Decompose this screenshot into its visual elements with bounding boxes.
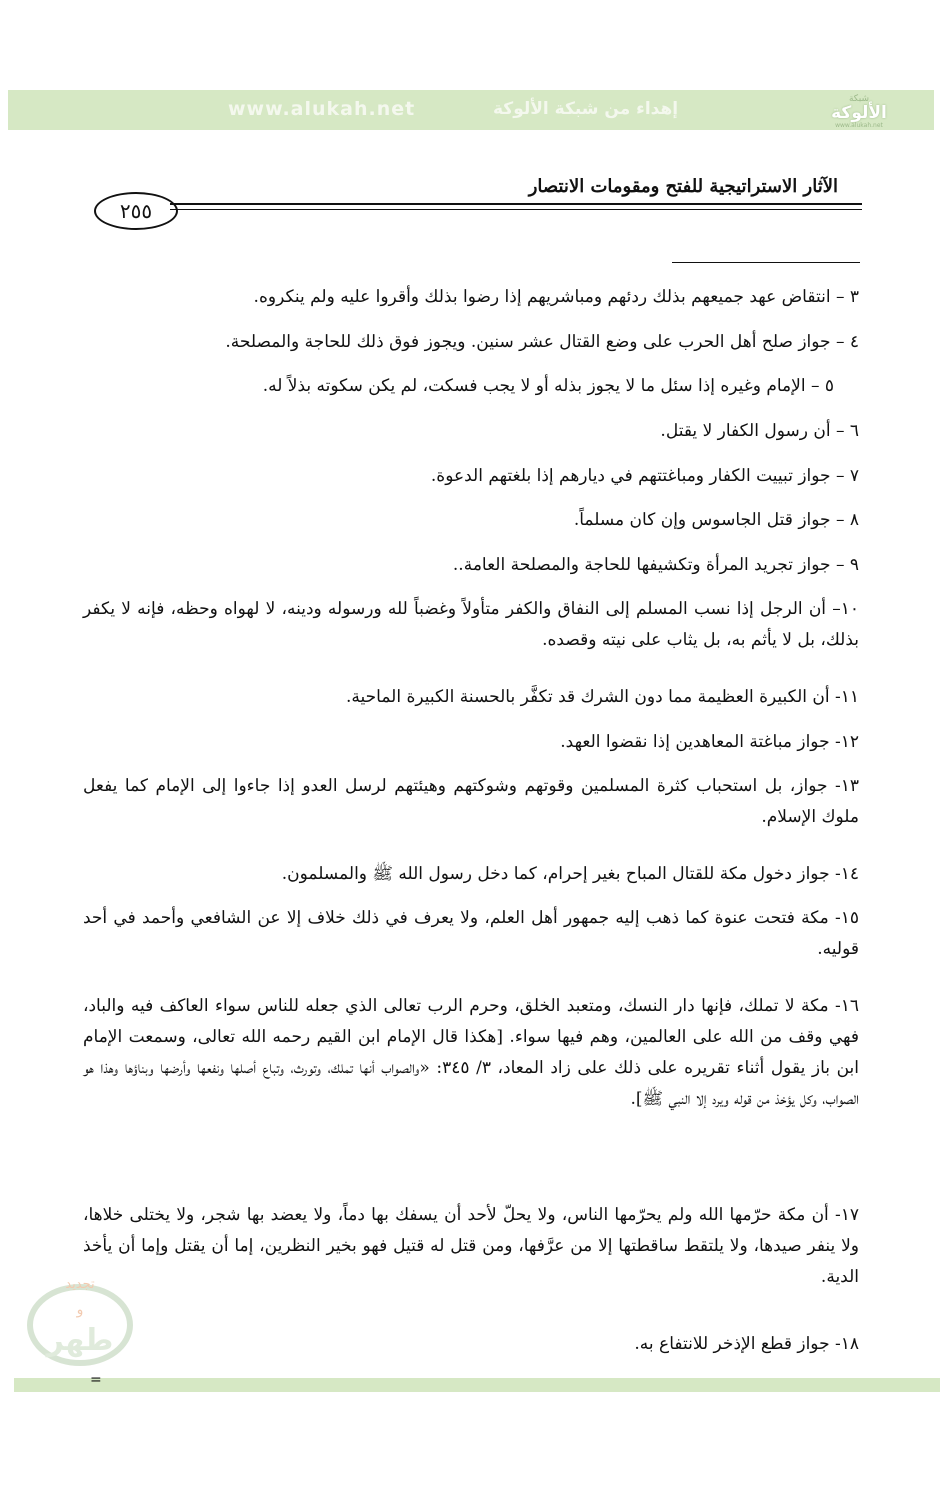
list-item: ٣ – انتقاض عهد جميعهم بذلك ردئهم ومباشريهم إذا رضوا بذلك وأقروا عليه ولم ينكروه. — [253, 287, 859, 307]
list-item: ١٢- جواز مباغتة المعاهدين إذا نقضوا العهد. — [560, 732, 859, 752]
list-item: ٤ – جواز صلح أهل الحرب على وضع القتال عشر سنين. ويجوز فوق ذلك للحاجة والمصلحة. — [225, 332, 859, 352]
watermark-logo — [20, 1270, 142, 1370]
list-item: ١٣- جواز، بل استحباب كثرة المسلمين وقوتهم وشوكتهم وهيئتهم لرسل العدو إذا جاءوا إلى الإمام كما يفعل ملوك الإسلام. — [83, 776, 859, 827]
list-item: ٦ – أن رسول الكفار لا يقتل. — [660, 421, 859, 441]
list-item: ١٨- جواز قطع الإذخر للانتفاع به. — [634, 1334, 859, 1354]
logo-url-text: www.alukah.net — [835, 122, 883, 129]
logo-small-text: شبكة — [848, 94, 870, 104]
logo-main-text: الألوكة — [831, 103, 887, 123]
list-item: ١٤- جواز دخول مكة للقتال المباح بغير إحرام، كما دخل رسول الله ﷺ والمسلمون. — [281, 864, 859, 884]
list-item: ٩ – جواز تجريد المرأة وتكشيفها للحاجة والمصلحة العامة.. — [452, 555, 859, 575]
list-item: ٧ – جواز تبييت الكفار ومباغتتهم في ديارهم إذا بلغتهم الدعوة. — [430, 466, 859, 486]
watermark-text-3: طهر — [46, 1323, 114, 1358]
running-header-title: الآثار الاستراتيجية للفتح ومقومات الانتصار — [528, 176, 838, 197]
list-item: ٨ – جواز قتل الجاسوس وإن كان مسلماً. — [573, 510, 859, 530]
watermark-text-1: تجديد — [65, 1277, 95, 1292]
list-item: ١٥- مكة فتحت عنوة كما ذهب إليه جمهور أهل العلم، ولا يعرف في ذلك خلاف إلا عن الشافعي وأحمد في أحد قوليه. — [83, 908, 859, 959]
list-item: ٥ – الإمام وغيره إذا سئل ما لا يجوز بذله أو لا يجب فسكت، لم يكن سكوته بذلاً له. — [262, 376, 834, 396]
list-item: ١١- أن الكبيرة العظيمة مما دون الشرك قد تكفَّر بالحسنة الكبيرة الماحية. — [346, 687, 859, 707]
banner-tagline: إهداء من شبكة الألوكة — [493, 99, 679, 119]
list-item: ١٧- أن مكة حرّمها الله ولم يحرّمها الناس، ولا يحلّ لأحد أن يسفك بها دماً، ولا يعضد بها شجر، ولا يختلى خلاها، ولا ينفر صيدها، ولا يلتقط ساقطتها إلا من عرَّفها، ومن قتل له قتيل فهو بخير النظرين، إما أن يقتل وإما أن يأخذ الدية. — [83, 1205, 859, 1287]
banner-url[interactable]: www.alukah.net — [228, 98, 416, 120]
list-item: ١٦- مكة لا تملك، فإنها دار النسك، ومتعبد الخلق، وحرم الرب تعالى الذي جعله للناس سواء العاكف فيه والباد، فهي وقف من الله على العالمين، وهم فيها سواء. [هكذا قال الإمام ابن القيم رحمه الله تعالى، وسمعت الإمام ابن باز يقول أثناء تقريره على ذلك على زاد المعاد، ٣/ ٣٤٥: «والصواب أنها تملك، وتورث، وتباع أصلها ونفعها وأرضها وبناؤها وهذا هو الصواب، وكل يؤخذ من قوله ويرد إلا النبي ﷺ]. — [83, 996, 860, 1109]
page-number: ٢٥٥ — [94, 192, 178, 230]
footer-band — [14, 1378, 940, 1392]
watermark-text-2: و — [76, 1302, 84, 1318]
list-item: ١٠– أن الرجل إذا نسب المسلم إلى النفاق والكفر متأولاً وغضباً لله ورسوله ودينه، لا لهواه وحظه، فإنه لا يكفر بذلك، بل لا يأثم به، بل يثاب على نيته وقصده. — [83, 599, 859, 650]
footer-mark: = — [90, 1372, 102, 1388]
